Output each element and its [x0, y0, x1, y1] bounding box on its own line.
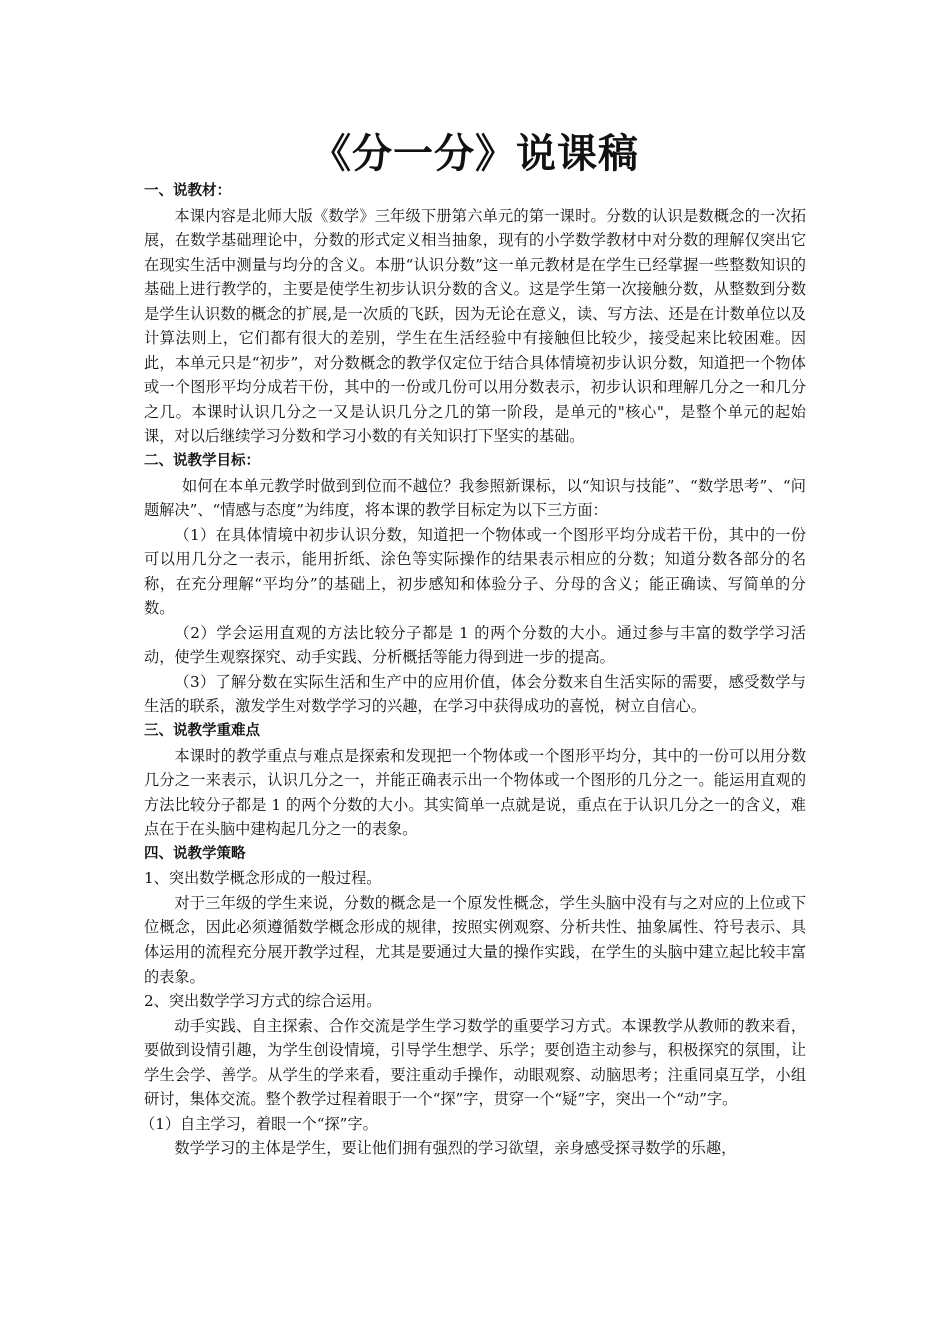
strategy-subitem-1: （1）自主学习，着眼一个“探”字。 [140, 1114, 378, 1133]
document-title: 《分一分》说课稿 [311, 131, 639, 177]
section-heading-key-points: 三、说教学重难点 [144, 723, 260, 740]
paragraph-strategy-3: 数学学习的主体是学生，要让他们拥有强烈的学习欲望，亲身感受探寻数学的乐趣， [174, 1139, 737, 1158]
paragraph-goals-intro: 如何在本单元教学时做到到位而不越位？我参照新课标，以“知识与技能”、“数学思考”、“问题解决”、“情感与态度”为纬度，将本课的教学目标定为以下三方面： [144, 476, 806, 520]
goal-item-1: （1）在具体情境中初步认识分数，知道把一个物体或一个图形平均分成若干份，其中的一份可以用几分之一表示，能用折纸、涂色等实际操作的结果表示相应的分数；知道分数各部分的名称，在充分理解“平均分”的基础上，初步感知和体验分子、分母的含义；能正确读、写简单的分数。 [144, 525, 806, 618]
paragraph-textbook: 本课内容是北师大版《数学》三年级下册第六单元的第一课时。分数的认识是数概念的一次拓展，在数学基础理论中，分数的形式定义相当抽象，现有的小学数学教材中对分数的理解仅突出它在现实生活中测量与均分的含义。本册“认识分数”这一单元教材是在学生已经掌握一些整数知识的基础上进行教学的，主要是使学生初步认识分数的含义。这是学生第一次接触分数，从整数到分数是学生认识数的概念的扩展,是一次质的飞跃，因为无论在意义，读、写方法、还是在计数单位以及计算法则上，它们都有很大的差别，学生在生活经验中有接触但比较少，接受起来比较困难。因此，本单元只是“初步”，对分数概念的教学仅定位于结合具体情境初步认识分数，知道把一个物体或一个图形平均分成若干份，其中的一份或几份可以用分数表示，初步认识和理解几分之一和几分之几。本课时认识几分之一又是认识几分之几的第一阶段，是单元的"核心"，是整个单元的起始课，对以后继续学习分数和学习小数的有关知识打下坚实的基础。 [144, 206, 806, 446]
paragraph-key-points: 本课时的教学重点与难点是探索和发现把一个物体或一个图形平均分，其中的一份可以用分数几分之一来表示，认识几分之一，并能正确表示出一个物体或一个图形的几分之一。能运用直观的方法比较分子都是 1 的两个分数的大小。其实简单一点就是说，重点在于认识几分之一的含义，难点在于在头脑中建构起几分之一的表象。 [144, 746, 806, 839]
section-heading-textbook: 一、说教材： [144, 183, 231, 199]
paragraph-strategy-1: 对于三年级的学生来说，分数的概念是一个原发性概念，学生头脑中没有与之对应的上位或下位概念，因此必须遵循数学概念形成的规律，按照实例观察、分析共性、抽象属性、符号表示、具体运用的流程充分展开教学过程，尤其是要通过大量的操作实践，在学生的头脑中建立起比较丰富的表象。 [144, 893, 806, 986]
document-body [140, 179, 806, 1161]
goal-item-2: （2）学会运用直观的方法比较分子都是 1 的两个分数的大小。通过参与丰富的数学学习活动，使学生观察探究、动手实践、分析概括等能力得到进一步的提高。 [144, 623, 806, 667]
strategy-item-1: 1、突出数学概念形成的一般过程。 [144, 869, 382, 888]
paragraph-strategy-2: 动手实践、自主探索、合作交流是学生学习数学的重要学习方式。本课教学从教师的教来看，要做到设情引趣，为学生创设情境，引导学生想学、乐学；要创造主动参与，积极探究的氛围，让学生会学、善学。从学生的学来看，要注重动手操作，动眼观察、动脑思考；注重同桌互学，小组研讨，集体交流。整个教学过程着眼于一个“探”字，贯穿一个“疑”字，突出一个“动”字。 [144, 1016, 806, 1109]
section-heading-strategy: 四、说教学策略 [144, 845, 246, 862]
section-heading-goals: 二、说教学目标： [144, 453, 260, 470]
goal-item-3: （3）了解分数在实际生活和生产中的应用价值，体会分数来自生活实际的需要，感受数学与生活的联系，激发学生对数学学习的兴趣，在学习中获得成功的喜悦，树立自信心。 [144, 672, 806, 716]
strategy-item-2: 2、突出数学学习方式的综合运用。 [144, 992, 382, 1011]
